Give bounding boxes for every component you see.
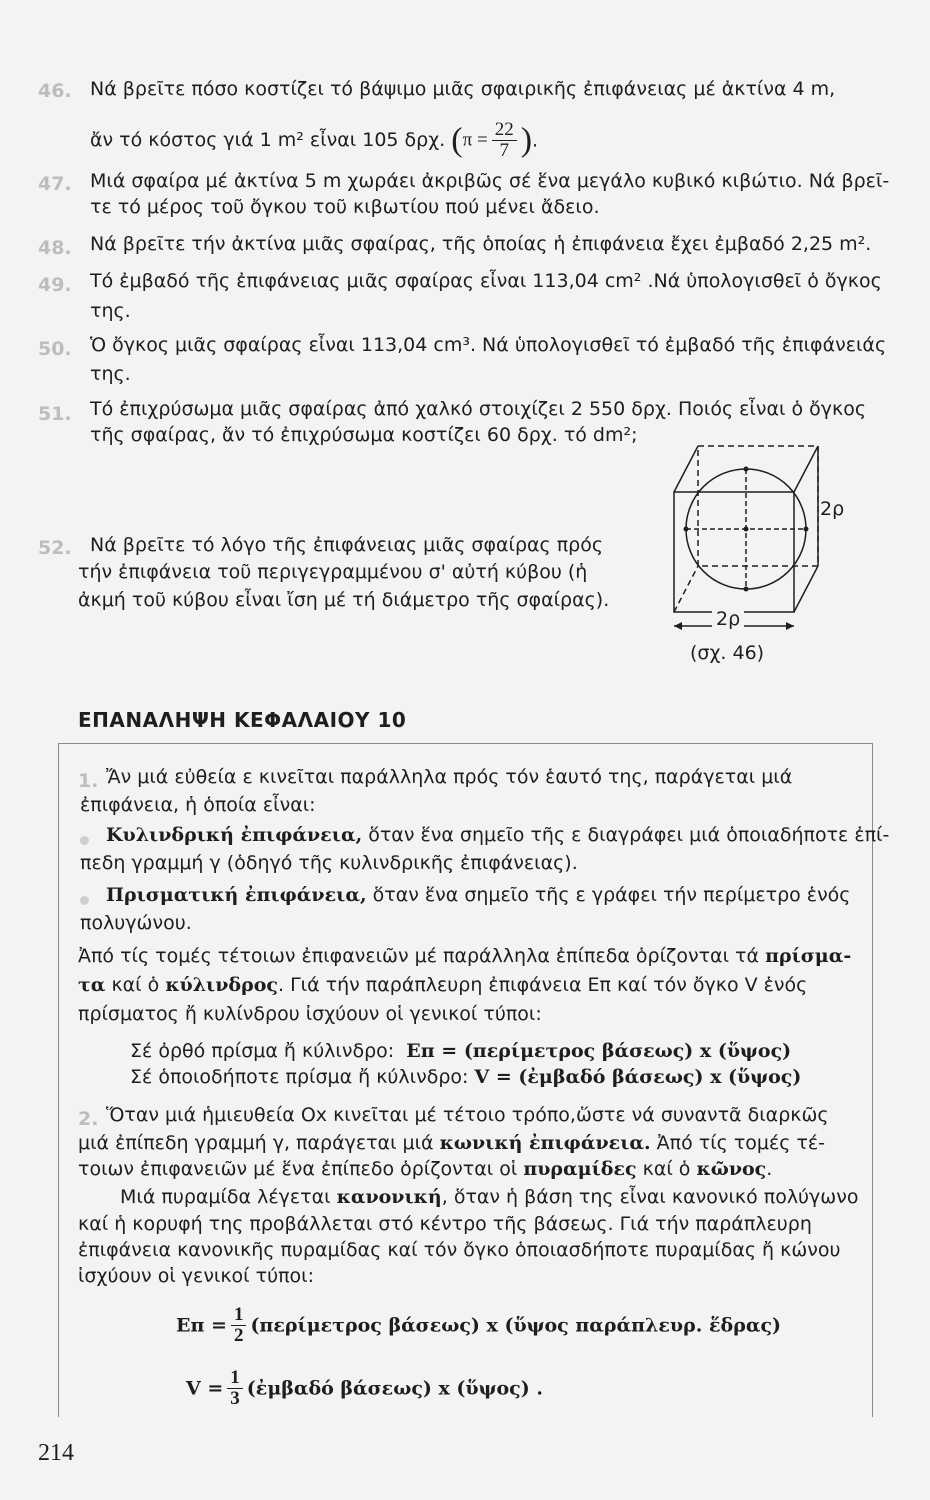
p3-text-b: μιά ἐπίπεδη γραμμή γ, παράγεται μιά [78, 1132, 440, 1154]
formula-2-row [130, 1066, 801, 1088]
formula-4-denominator: 3 [230, 1387, 240, 1409]
summary-p3-line-1: Ὅταν μιά ἡμιευθεία Οx κινεῖται μέ τέτοιο τρόπο,ὥστε νά συναντᾶ διαρκῶς [106, 1104, 829, 1126]
figure-side-label: 2ρ [820, 498, 845, 520]
term-prismatic-surface: Πρισματική ἐπιφάνεια, [106, 884, 367, 906]
exercise-46-line-2: ἄν τό κόστος γιά 1 m² εἶναι 105 δρχ. (π = $\frac{22}{7}$ ). [90, 119, 539, 161]
summary-p2-line-3: πρίσματος ἤ κυλίνδρου ἰσχύουν οἱ γενικοί τύποι: [78, 1003, 542, 1025]
arrow-left-head [674, 622, 682, 630]
formula-4-rhs: (ἐμβαδό βάσεως) x (ὕψος) . [246, 1377, 543, 1400]
exercise-50-line-2: της. [90, 363, 131, 385]
p4-text-a: Μιά πυραμίδα λέγεται [120, 1186, 337, 1208]
summary-p3-line-2 [78, 1132, 825, 1154]
exercise-46-cost-text: ἄν τό κόστος γιά 1 m² εἶναι 105 δρχ. [90, 128, 446, 151]
exercise-48-line-1: Νά βρεῖτε τήν ἀκτίνα μιᾶς σφαίρας, τῆς ὁποίας ἡ ἐπιφάνεια ἔχει ἐμβαδό 2,25 m². [90, 233, 872, 255]
p3-text-f: . [766, 1158, 773, 1180]
exercise-number-46: 46. [38, 80, 72, 102]
cube-edge-top-left [674, 446, 698, 492]
term-pyramids: πυραμίδες [523, 1158, 637, 1180]
touch-point-right [804, 527, 809, 532]
paren-open: ( [451, 121, 463, 159]
p2-text-b: καί ὁ [105, 974, 166, 996]
term-prisms-end: τα [78, 974, 106, 996]
summary-p2-line-2 [78, 974, 807, 996]
cube-edge-top-right [794, 446, 818, 492]
summary-p4-line-1 [120, 1186, 858, 1208]
p4-text-b: , ὅταν ἡ βάση της εἶναι κανονικό πολύγωνο [441, 1186, 859, 1208]
exercise-49-line-2: της. [90, 300, 131, 322]
summary-number-1: 1. [78, 770, 99, 792]
exercise-46-line-1: Νά βρεῖτε πόσο κοστίζει τό βάψιμο μιᾶς σφαιρικῆς ἐπιφάνειας μέ ἀκτίνα 4 m, [90, 78, 836, 100]
exercise-number-51: 51. [38, 403, 72, 425]
touch-point-bottom [744, 587, 749, 592]
formula-3-rhs: (περίμετρος βάσεως) x (ὕψος παράπλευρ. ἕδρας) [250, 1314, 782, 1337]
bullet-2-line-2: πολυγώνου. [80, 912, 192, 934]
exercise-52-line-3: ἀκμή τοῦ κύβου εἶναι ἴση μέ τή διάμετρο τῆς σφαίρας). [78, 589, 610, 611]
exercise-52-line-2: τήν ἐπιφάνεια τοῦ περιγεγραμμένου σ' αὐτή κύβου (ἡ [78, 561, 588, 583]
formula-3-denominator: 2 [233, 1324, 244, 1346]
exercise-47-line-1: Μιά σφαίρα μέ ἀκτίνα 5 m χωράει ἀκριβῶς σέ ἕνα μεγάλο κυβικό κιβώτιο. Νά βρεῖ- [90, 170, 890, 192]
term-cone: κῶνος [696, 1158, 767, 1180]
formula-3-fraction [231, 1305, 247, 1346]
formula-1: Eπ = (περίμετρος βάσεως) x (ὕψος) [406, 1040, 792, 1062]
bullet-1-line-1 [80, 824, 889, 846]
exercise-number-49: 49. [38, 274, 72, 296]
formula-3-lhs: Eπ = [176, 1314, 227, 1337]
cube-front-face [674, 492, 794, 612]
p3-text-e: καί ὁ [636, 1158, 697, 1180]
summary-p4-line-4: ἰσχύουν οἱ γενικοί τύποι: [78, 1265, 314, 1287]
term-cylindrical-surface: Κυλινδρική ἐπιφάνεια, [106, 824, 363, 846]
bullet-2-text: ὅταν ἕνα σημεῖο τῆς ε γράφει τήν περίμετρο ἑνός [366, 884, 851, 906]
summary-p4-line-2: καί ἡ κορυφή της προβάλλεται στό κέντρο τῆς βάσεως. Γιά τήν παράπλευρη [78, 1213, 812, 1235]
sphere-in-cube-figure [660, 440, 830, 660]
figure-caption: (σχ. 46) [690, 642, 765, 664]
page-number: 214 [38, 1440, 74, 1466]
exercise-50-line-1: Ὁ ὄγκος μιᾶς σφαίρας εἶναι 113,04 cm³. Νά ὑπολογισθεῖ τό ἐμβαδό τῆς ἐπιφάνειάς [90, 334, 887, 356]
cube-back-face [698, 446, 818, 566]
chapter-review-title: ΕΠΑΝΑΛΗΨΗ ΚΕΦΑΛΑΙΟΥ 10 [78, 708, 407, 732]
touch-point-top [744, 467, 749, 472]
formula-2-label: Σέ ὁποιοδήποτε πρίσμα ἤ κύλινδρο: [130, 1066, 469, 1088]
exercise-number-47: 47. [38, 173, 72, 195]
formula-1-label: Σέ ὀρθό πρίσμα ἤ κύλινδρο: [130, 1040, 395, 1062]
exercise-number-48: 48. [38, 237, 72, 259]
summary-p1-line-2: ἐπιφάνεια, ἡ ὁποία εἶναι: [80, 794, 316, 816]
touch-point-left [684, 527, 689, 532]
exercise-number-50: 50. [38, 338, 72, 360]
exercise-47-line-2: τε τό μέρος τοῦ ὄγκου τοῦ κιβωτίου πού μένει ἄδειο. [90, 196, 600, 218]
summary-p1-line-1: Ἄν μιά εὐθεία ε κινεῖται παράλληλα πρός τόν ἑαυτό της, παράγεται μιά [106, 766, 793, 788]
pi-label: π = [462, 129, 488, 151]
exercise-52-line-1: Νά βρεῖτε τό λόγο τῆς ἐπιφάνειας μιᾶς σφαίρας πρός [90, 534, 603, 556]
term-regular: κανονική [336, 1186, 442, 1208]
exercise-49-line-1: Τό ἐμβαδό τῆς ἐπιφάνειας μιᾶς σφαίρας εἶναι 113,04 cm² .Νά ὑπολογισθεῖ ὁ ὄγκος [90, 270, 882, 292]
arrow-right-head [786, 622, 794, 630]
pi-numerator: 22 [492, 120, 517, 141]
formula-4-row [186, 1368, 543, 1409]
pi-fraction [492, 120, 517, 161]
formula-4-lhs: V = [186, 1377, 224, 1400]
exercise-51-line-1: Τό ἐπιχρύσωμα μιᾶς σφαίρας ἀπό χαλκό στοιχίζει 2 550 δρχ. Ποιός εἶναι ὁ ὄγκος [90, 398, 866, 420]
p2-text-a: Ἀπό τίς τομές τέτοιων ἐπιφανειῶν μέ παράλληλα ἐπίπεδα ὁρίζονται τά [78, 945, 766, 967]
exercise-51-line-2: τῆς σφαίρας, ἄν τό ἐπιχρύσωμα κοστίζει 60 δρχ. τό dm²; [90, 424, 638, 446]
summary-p2-line-1 [78, 945, 851, 967]
figure-bottom-label: 2ρ [712, 608, 744, 630]
term-cylinder: κύλινδρος [165, 974, 278, 996]
paren-close: ) [520, 121, 533, 159]
term-conical-surface: κωνική ἐπιφάνεια. [439, 1132, 651, 1154]
formula-3-numerator: 1 [231, 1305, 247, 1326]
pi-denominator: 7 [499, 139, 509, 161]
sphere-center-dot [744, 527, 749, 532]
bullet-1-text: ὅταν ἕνα σημεῖο τῆς ε διαγράφει μιά ὁποιαδήποτε ἐπί- [362, 824, 890, 846]
p3-text-c: Ἀπό τίς τομές τέ- [650, 1132, 826, 1154]
summary-p4-line-3: ἐπιφάνεια κανονικῆς πυραμίδας καί τόν ὄγκο ὁποιασδήποτε πυραμίδας ἤ κώνου [78, 1239, 841, 1261]
cube-edge-hidden [674, 566, 698, 612]
term-prisms: πρίσμα- [765, 945, 852, 967]
bullet-1-line-2: πεδη γραμμή γ (ὁδηγό τῆς κυλινδρικῆς ἐπιφάνειας). [80, 852, 578, 874]
formula-4-numerator: 1 [227, 1368, 243, 1389]
formula-3-row [176, 1305, 781, 1346]
exercise-number-52: 52. [38, 537, 72, 559]
p2-text-c: . Γιά τήν παράπλευρη ἐπιφάνεια Eπ καί τόν ὄγκο V ἑνός [278, 974, 808, 996]
summary-p3-line-3 [78, 1158, 772, 1180]
formula-1-row [130, 1040, 791, 1062]
bullet-2-line-1 [80, 884, 850, 906]
p3-text-d: τοιων ἐπιφανειῶν μέ ἕνα ἐπίπεδο ὁρίζονται οἱ [78, 1158, 524, 1180]
cube-edge-bottom-right [794, 566, 818, 612]
formula-2: V = (ἐμβαδό βάσεως) x (ὕψος) [474, 1066, 802, 1088]
formula-4-fraction [227, 1368, 243, 1409]
summary-number-2: 2. [78, 1108, 99, 1130]
